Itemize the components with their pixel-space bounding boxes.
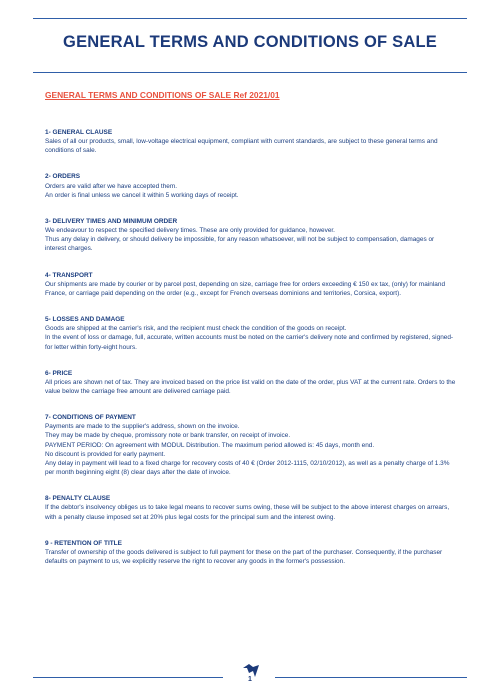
section-text: Our shipments are made by courier or by parcel post, depending on size, carriage free for orders exceeding € 150 ex tax, (only) for mainland France, or carriage paid depending on the order (e.g., except for French overseas dominions and territories, Corsica, export). [45, 280, 446, 297]
section-text: Any delay in payment will lead to a fixed charge for recovery costs of 40 € (Order 2012-1115, 02/10/2012), as well as a penalty charge of 1.3% per month beginning eight (8) clear days after the date of invoice. [45, 459, 450, 477]
footer-rule-left [33, 677, 223, 678]
section-title: 3- DELIVERY TIMES AND MINIMUM ORDER [45, 217, 178, 225]
section-text: Orders are valid after we have accepted them. [45, 182, 178, 190]
section-text: Goods are shipped at the carrier's risk, and the recipient must check the condition of the goods on receipt. [45, 325, 347, 333]
section-text: An order is final unless we cancel it within 5 working days of receipt. [45, 191, 239, 199]
section-text: If the debtor's insolvency obliges us to take legal means to recover sums owing, these will be subject to the above interest charges on arrears, with a penalty clause imposed set at 20% plus legal costs for the principal sum and the interest owing. [45, 504, 450, 521]
section-text: Thus any delay in delivery, or should delivery be impossible, for any reason whatsoever, will not be subject to compensation, damages or interest charges. [45, 236, 435, 253]
section-losses-damage [45, 315, 457, 352]
title-rule [33, 72, 467, 73]
terms-content [45, 128, 457, 583]
footer-rule-right [275, 677, 467, 678]
section-text: All prices are shown net of tax. They are invoiced based on the price list valid on the date of the order, plus VAT at the current rate. Orders to the value below the carriage free amount are delivered carriage paid. [45, 378, 456, 395]
section-text: Sales of all our products, small, low-voltage electrical equipment, compliant with current standards, are subject to these general terms and conditions of sale. [45, 138, 438, 155]
section-text: We endeavour to respect the specified delivery times. These are only provided for guidance, however. [45, 227, 335, 235]
section-title: 1- GENERAL CLAUSE [45, 129, 113, 136]
section-retention-title [45, 539, 457, 566]
section-transport [45, 271, 457, 298]
section-general-clause [45, 128, 457, 155]
section-text: Transfer of ownership of the goods delivered is subject to full payment for these on the part of the purchaser. Consequently, if the purchaser defaults on payment to us, we explicitly reserve the right to recover any goods in the former's possession. [45, 548, 443, 565]
page-title: GENERAL TERMS AND CONDITIONS OF SALE [63, 33, 437, 51]
page-number: 1 [248, 676, 252, 683]
section-title: 9 - RETENTION OF TITLE [45, 539, 122, 547]
section-title: 5- LOSSES AND DAMAGE [45, 316, 125, 324]
section-title: 2- ORDERS [45, 173, 81, 181]
section-text: They may be made by cheque, promissory note or bank transfer, on receipt of invoice. [45, 432, 291, 440]
section-orders [45, 172, 457, 199]
section-conditions-payment [45, 413, 457, 477]
section-text: In the event of loss or damage, full, accurate, written accounts must be noted on the carrier's delivery note and confirmed by registered, signed-for letter within forty-eight hours. [45, 334, 454, 351]
section-delivery-times [45, 217, 457, 254]
section-title: 8- PENALTY CLAUSE [45, 495, 111, 503]
section-text: Payments are made to the supplier's address, shown on the invoice. [45, 423, 240, 431]
section-penalty-clause [45, 494, 457, 521]
section-text: No discount is provided for early payment. [45, 450, 166, 458]
section-price [45, 369, 457, 396]
section-title: 4- TRANSPORT [45, 271, 93, 279]
top-rule [33, 18, 467, 19]
section-title: 6- PRICE [45, 369, 73, 377]
section-title: 7- CONDITIONS OF PAYMENT [45, 414, 136, 422]
section-text: PAYMENT PERIOD: On agreement with MODUL Distribution. The maximum period allowed is: 45 days, month end. [45, 441, 375, 449]
document-reference-title: GENERAL TERMS AND CONDITIONS OF SALE Ref 2021/01 [45, 90, 280, 100]
